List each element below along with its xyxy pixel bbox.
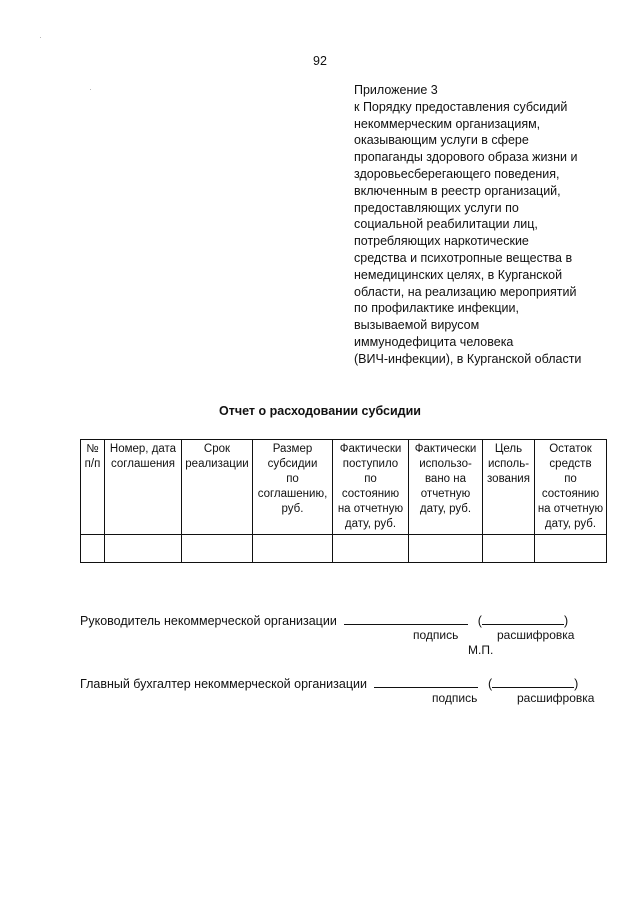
table-cell[interactable] — [253, 535, 333, 563]
head-signature-field[interactable] — [344, 612, 468, 625]
header-line: использо- — [419, 458, 472, 470]
col-used-header — [409, 440, 483, 535]
col-received-header — [333, 440, 409, 535]
accountant-decoding-caption: расшифровка — [517, 691, 595, 705]
appendix-line: пропаганды здорового образа жизни и — [354, 150, 578, 165]
header-line: вано на — [424, 473, 467, 485]
appendix-line: иммунодефицита человека — [354, 334, 514, 349]
head-signature-caption: подпись — [413, 628, 459, 642]
header-line: Номер, дата — [109, 443, 177, 455]
header-line: состоянию — [341, 488, 400, 500]
page-number: 92 — [313, 54, 327, 68]
appendix-line: потребляющих наркотические — [354, 234, 529, 249]
header-line: дату, руб. — [344, 518, 397, 530]
header-line: средств — [549, 458, 592, 470]
appendix-line: по профилактике инфекции, — [354, 301, 519, 316]
accountant-signature-label: Главный бухгалтер некоммерческой организации — [80, 677, 367, 691]
accountant-decoding-open-paren: ( — [487, 677, 493, 691]
table-cell[interactable] — [81, 535, 105, 563]
col-purpose-header — [483, 440, 535, 535]
header-line: Остаток — [549, 443, 592, 455]
header-line: Размер — [272, 443, 313, 455]
table-row — [81, 535, 607, 563]
accountant-signature-line — [80, 675, 578, 691]
header-line: Срок — [203, 443, 231, 455]
table-cell[interactable] — [409, 535, 483, 563]
appendix-line: Приложение 3 — [354, 83, 438, 97]
col-number-header — [81, 440, 105, 535]
header-line: субсидии — [267, 458, 318, 470]
head-decoding-open-paren: ( — [477, 614, 482, 628]
accountant-decoding-field[interactable] — [492, 675, 574, 688]
header-line: дату, руб. — [544, 518, 597, 530]
table-cell[interactable] — [182, 535, 253, 563]
table-cell[interactable] — [105, 535, 182, 563]
appendix-line: предоставляющих услуги по — [354, 200, 519, 215]
header-line: Фактически — [339, 443, 402, 455]
header-line: реализации — [185, 458, 249, 470]
header-line: поступило — [342, 458, 399, 470]
appendix-line: средства и психотропные вещества в — [354, 250, 573, 265]
report-table — [80, 439, 607, 563]
header-line: соглашению, — [257, 488, 328, 500]
header-line: состоянию — [541, 488, 600, 500]
header-line: на отчетную — [537, 503, 604, 515]
header-line: руб. — [281, 503, 304, 515]
appendix-line: некоммерческим организациям, — [354, 116, 541, 131]
header-line: по — [364, 473, 377, 485]
appendix-line: оказывающим услуги в сфере — [354, 133, 529, 148]
header-line: соглашения — [111, 458, 175, 470]
appendix-caption — [354, 82, 624, 368]
appendix-line: области, на реализацию мероприятий — [354, 284, 577, 299]
col-subsidy-size-header — [253, 440, 333, 535]
header-line: исполь- — [487, 458, 530, 470]
appendix-line: немедицинских целях, в Курганской — [354, 267, 563, 282]
appendix-line: к Порядку предоставления субсидий — [354, 99, 568, 114]
header-line: на отчетную — [337, 503, 404, 515]
head-decoding-close-paren: ) — [563, 614, 569, 628]
header-line: отчетную — [420, 488, 471, 500]
appendix-line: (ВИЧ-инфекции), в Курганской области — [354, 351, 582, 366]
header-line: по — [286, 473, 299, 485]
appendix-line: здоровьесберегающего поведения, — [354, 166, 560, 181]
table-cell[interactable] — [333, 535, 409, 563]
head-signature-label: Руководитель некоммерческой организации — [80, 614, 337, 628]
header-line: по — [564, 473, 577, 485]
accountant-signature-field[interactable] — [374, 675, 478, 688]
col-term-header — [182, 440, 253, 535]
scan-speck — [40, 37, 41, 38]
head-decoding-caption: расшифровка — [497, 628, 575, 642]
appendix-line: вызываемой вирусом — [354, 318, 480, 333]
header-line: зования — [487, 473, 530, 485]
appendix-line: включенным в реестр организаций, — [354, 183, 561, 198]
header-line: дату, руб. — [419, 503, 472, 515]
header-line: Фактически — [414, 443, 477, 455]
header-line: № — [86, 443, 99, 455]
col-agreement-header — [105, 440, 182, 535]
header-line: п/п — [84, 458, 101, 470]
table-cell[interactable] — [483, 535, 535, 563]
header-line: Цель — [494, 443, 523, 455]
col-balance-header — [535, 440, 607, 535]
appendix-line: социальной реабилитации лиц, — [354, 217, 538, 232]
accountant-decoding-close-paren: ) — [574, 677, 579, 691]
table-header-row — [81, 440, 607, 535]
head-signature-line — [80, 612, 568, 628]
stamp-label: М.П. — [468, 643, 494, 657]
table-cell[interactable] — [535, 535, 607, 563]
head-decoding-field[interactable] — [482, 612, 564, 625]
scan-speck — [90, 89, 91, 90]
report-title: Отчет о расходовании субсидии — [219, 404, 421, 418]
accountant-signature-caption: подпись — [432, 691, 478, 705]
